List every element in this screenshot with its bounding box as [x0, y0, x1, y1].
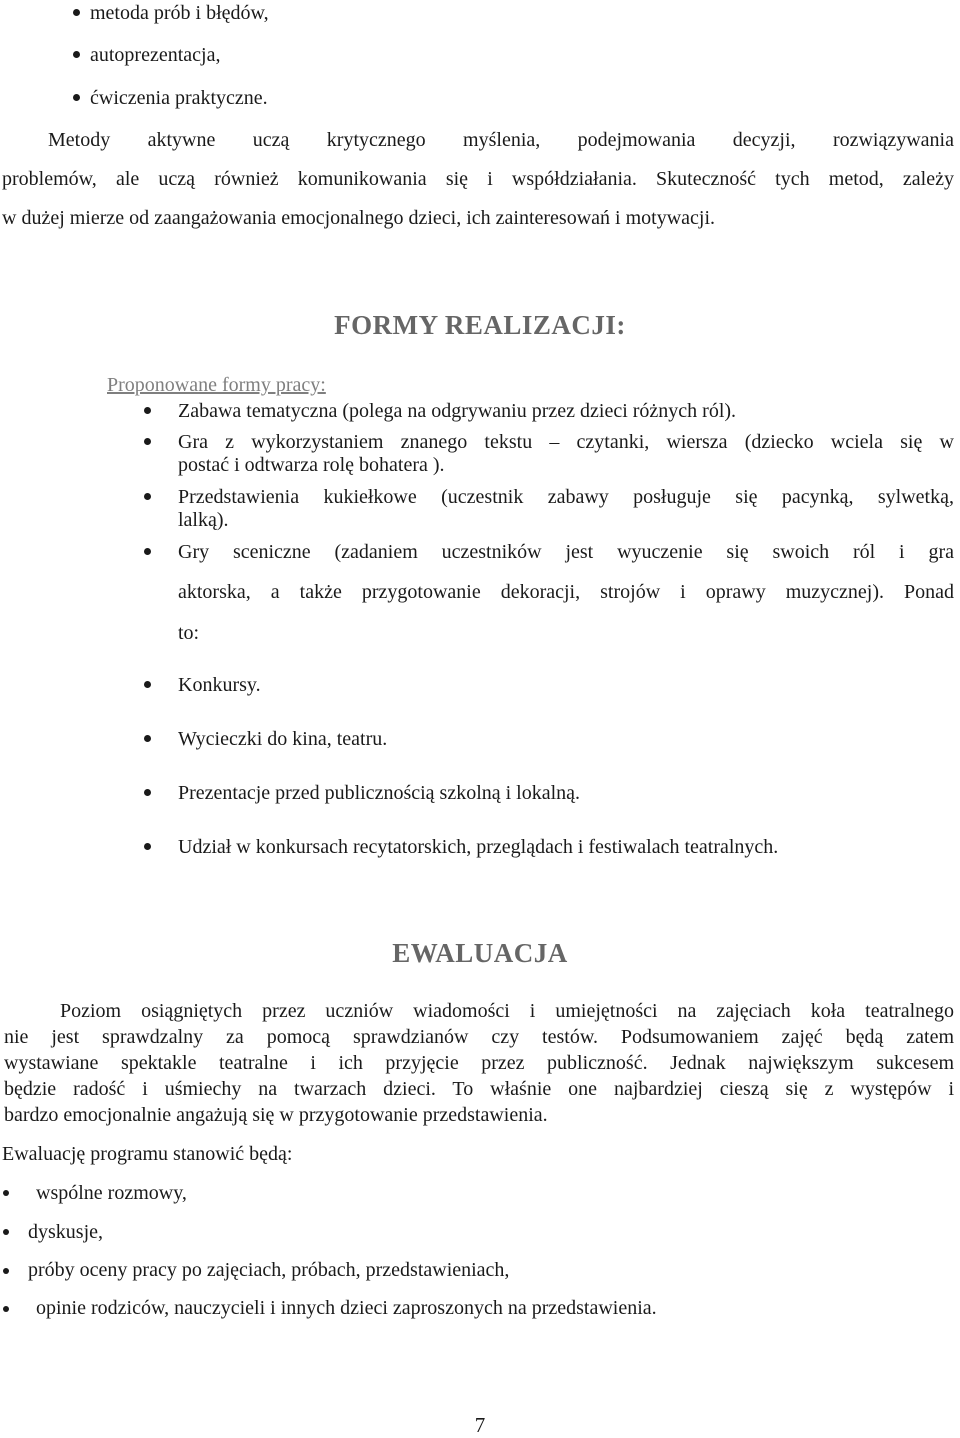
subheading-proponowane: Proponowane formy pracy:: [107, 374, 326, 396]
bullet-dot: [144, 407, 151, 414]
bullet-dot: [144, 843, 151, 850]
bullet-dot: [144, 735, 151, 742]
list-item: Gry sceniczne (zadaniem uczestników jest wyuczenie się swoich ról i gra: [178, 541, 954, 563]
bullet-dot: [144, 789, 151, 796]
section-heading-ewaluacja: EWALUACJA: [392, 938, 568, 968]
paragraph-line: problemów, ale uczą również komunikowania się i współdziałania. Skuteczność tych metod, zależy: [2, 168, 954, 190]
bullet-dot: [144, 438, 151, 445]
list-item: Zabawa tematyczna (polega na odgrywaniu przez dzieci różnych ról).: [178, 400, 737, 422]
list-item-continuation: postać i odtwarza rolę bohatera ).: [178, 454, 445, 476]
list-item: ćwiczenia praktyczne.: [90, 87, 268, 109]
bullet-dot: [73, 94, 80, 101]
list-item: wspólne rozmowy,: [36, 1182, 187, 1204]
bullet-dot: [3, 1306, 9, 1312]
section-heading-formy: FORMY REALIZACJI:: [334, 310, 626, 340]
list-item: Przedstawienia kukiełkowe (uczestnik zabawy posługuje się pacynką, sylwetką,: [178, 486, 954, 508]
list-item: metoda prób i błędów,: [90, 2, 269, 24]
list-item: Gra z wykorzystaniem znanego tekstu – czytanki, wiersza (dziecko wciela się w: [178, 431, 954, 453]
paragraph-line: będzie radość i uśmiechy na twarzach dzieci. To właśnie one najbardziej cieszą się z występów i: [4, 1078, 954, 1100]
bullet-dot: [144, 493, 151, 500]
paragraph-line: wystawiane spektakle teatralne i ich przyjęcie przez publiczność. Jednak największym sukcesem: [4, 1052, 954, 1074]
bullet-dot: [3, 1190, 9, 1196]
list-item: dyskusje,: [28, 1221, 103, 1243]
bullet-dot: [3, 1229, 9, 1235]
list-item: Prezentacje przed publicznością szkolną i lokalną.: [178, 782, 581, 804]
list-item: Udział w konkursach recytatorskich, przeglądach i festiwalach teatralnych.: [178, 836, 779, 858]
paragraph-line: nie jest sprawdzalny za pomocą sprawdzianów czy testów. Podsumowaniem zajęć będą zatem: [4, 1026, 954, 1048]
bullet-dot: [144, 548, 151, 555]
paragraph-line: bardzo emocjonalnie angażują się w przygotowanie przedstawienia.: [4, 1104, 548, 1126]
bullet-dot: [73, 51, 80, 58]
list-intro: Ewaluację programu stanowić będą:: [2, 1143, 293, 1165]
list-item: Wycieczki do kina, teatru.: [178, 728, 388, 750]
list-item: autoprezentacja,: [90, 44, 221, 66]
paragraph-line: Metody aktywne uczą krytycznego myślenia, podejmowania decyzji, rozwiązywania: [48, 129, 954, 151]
bullet-dot: [3, 1268, 9, 1274]
list-item: opinie rodziców, nauczycieli i innych dzieci zaproszonych na przedstawienia.: [36, 1297, 657, 1319]
paragraph-line: w dużej mierze od zaangażowania emocjonalnego dzieci, ich zainteresowań i motywacji.: [2, 207, 716, 229]
paragraph-line: Poziom osiągniętych przez uczniów wiadomości i umiejętności na zajęciach koła teatralnego: [60, 1000, 954, 1022]
page-number: 7: [474, 1413, 486, 1437]
bullet-dot: [144, 681, 151, 688]
bullet-dot: [73, 9, 80, 16]
list-item-continuation: to:: [178, 622, 200, 644]
list-item-continuation: lalką).: [178, 509, 229, 531]
list-item: próby oceny pracy po zajęciach, próbach, przedstawieniach,: [28, 1259, 510, 1281]
list-item: Konkursy.: [178, 674, 261, 696]
list-item-continuation: aktorska, a także przygotowanie dekoracji, strojów i oprawy muzycznej). Ponad: [178, 581, 954, 603]
